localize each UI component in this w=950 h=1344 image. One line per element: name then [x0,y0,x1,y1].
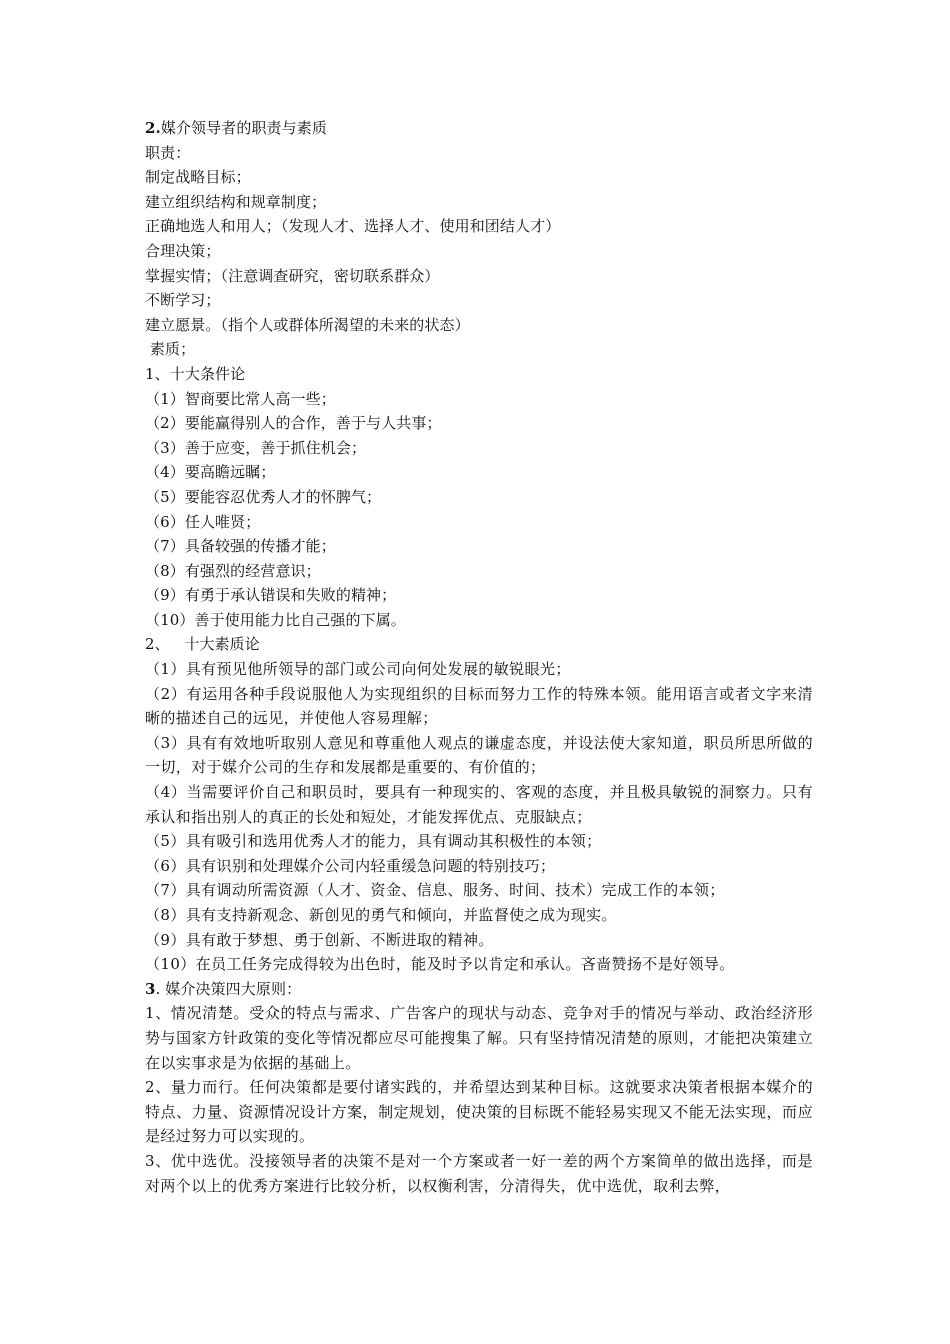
duties-label: 职责： [145,143,191,162]
ten-conditions-title: 1、十大条件论 [145,364,246,383]
condition-item: （3）善于应变，善于抓住机会； [145,438,367,457]
condition-item: （8）有强烈的经营意识； [145,561,321,580]
quality-item: （10）在员工任务完成得较为出色时，能及时予以肯定和承认。吝啬赞扬不是好领导。 [145,955,735,974]
duty-item: 合理决策； [145,241,221,260]
principle-paragraph: 1、情况清楚。受众的特点与需求、广告客户的现状与动态、竞争对手的情况与举动、政治经济形势与国家方针政策的变化等情况都应尽可能搜集了解。只有坚持情况清楚的原则，才能把决策建立在以实事求是为依据的基础上。 [145,1004,813,1072]
qualities-label: 素质； [145,340,196,359]
principle-paragraph: 2、量力而行。任何决策都是要付诸实践的，并希望达到某种目标。这就要求决策者根据本媒介的特点、力量、资源情况设计方案，制定规划，使决策的目标既不能轻易实现又不能无法实现，而应是经过努力可以实现的。 [145,1078,813,1146]
ten-qualities-title: 2、 十大素质论 [145,635,260,654]
quality-item: （3）具有有效地听取别人意见和尊重他人观点的谦虚态度，并设法使大家知道，职员所思所做的一切，对于媒介公司的生存和发展都是重要的、有价值的； [145,733,813,777]
duty-item: 建立愿景。（指个人或群体所渴望的未来的状态） [145,315,470,334]
quality-item: （7）具有调动所需资源（人才、资金、信息、服务、时间、技术）完成工作的本领； [145,881,725,900]
condition-item: （7）具备较强的传播才能； [145,537,336,556]
section3-heading [145,977,813,1002]
condition-item: （1）智商要比常人高一些； [145,389,336,408]
section3-heading-number: 3 [145,979,156,998]
duty-item: 不断学习； [145,291,221,310]
duty-item: 正确地选人和用人；（发现人才、选择人才、使用和团结人才） [145,217,561,236]
section2-heading [145,116,813,141]
condition-item: （2）要能赢得别人的合作，善于与人共事； [145,414,442,433]
duty-item: 制定战略目标； [145,168,251,187]
section2-heading-text: 媒介领导者的职责与素质 [160,119,327,137]
principle-paragraph: 3、优中选优。没接领导者的决策不是对一个方案或者一好一差的两个方案简单的做出选择，而是对两个以上的优秀方案进行比较分析，以权衡利害，分清得失，优中选优，取利去弊， [145,1151,813,1195]
quality-item: （2）有运用各种手段说服他人为实现组织的目标而努力工作的特殊本领。能用语言或者文字来清晰的描述自己的远见，并使他人容易理解； [145,684,813,728]
duty-item: 掌握实情；（注意调查研究，密切联系群众） [145,266,440,285]
quality-item: （1）具有预见他所领导的部门或公司向何处发展的敏锐眼光； [145,660,571,679]
condition-item: （6）任人唯贤； [145,512,261,531]
quality-item: （5）具有吸引和选用优秀人才的能力，具有调动其积极性的本领； [145,832,602,851]
condition-item: （9）有勇于承认错误和失败的精神； [145,586,397,605]
quality-item: （9）具有敢于梦想、勇于创新、不断进取的精神。 [145,930,494,949]
duty-item: 建立组织结构和规章制度； [145,192,327,211]
quality-item: （8）具有支持新观念、新创见的勇气和倾向，并监督使之成为现实。 [145,906,617,924]
quality-item: （6）具有识别和处理媒介公司内轻重缓急问题的特别技巧； [145,856,556,875]
condition-item: （10）善于使用能力比自己强的下属。 [145,610,406,629]
condition-item: （4）要高瞻远瞩； [145,463,276,482]
document-page [145,116,813,1198]
condition-item: （5）要能容忍优秀人才的怀脾气； [145,487,382,506]
quality-item: （4）当需要评价自己和职员时，要具有一种现实的、客观的态度，并且极具敏锐的洞察力。只有承认和指出别人的真正的长处和短处，才能发挥优点、克服缺点； [145,783,813,826]
section3-heading-text: . 媒介决策四大原则： [155,979,302,998]
section2-heading-number: 2. [145,119,161,137]
